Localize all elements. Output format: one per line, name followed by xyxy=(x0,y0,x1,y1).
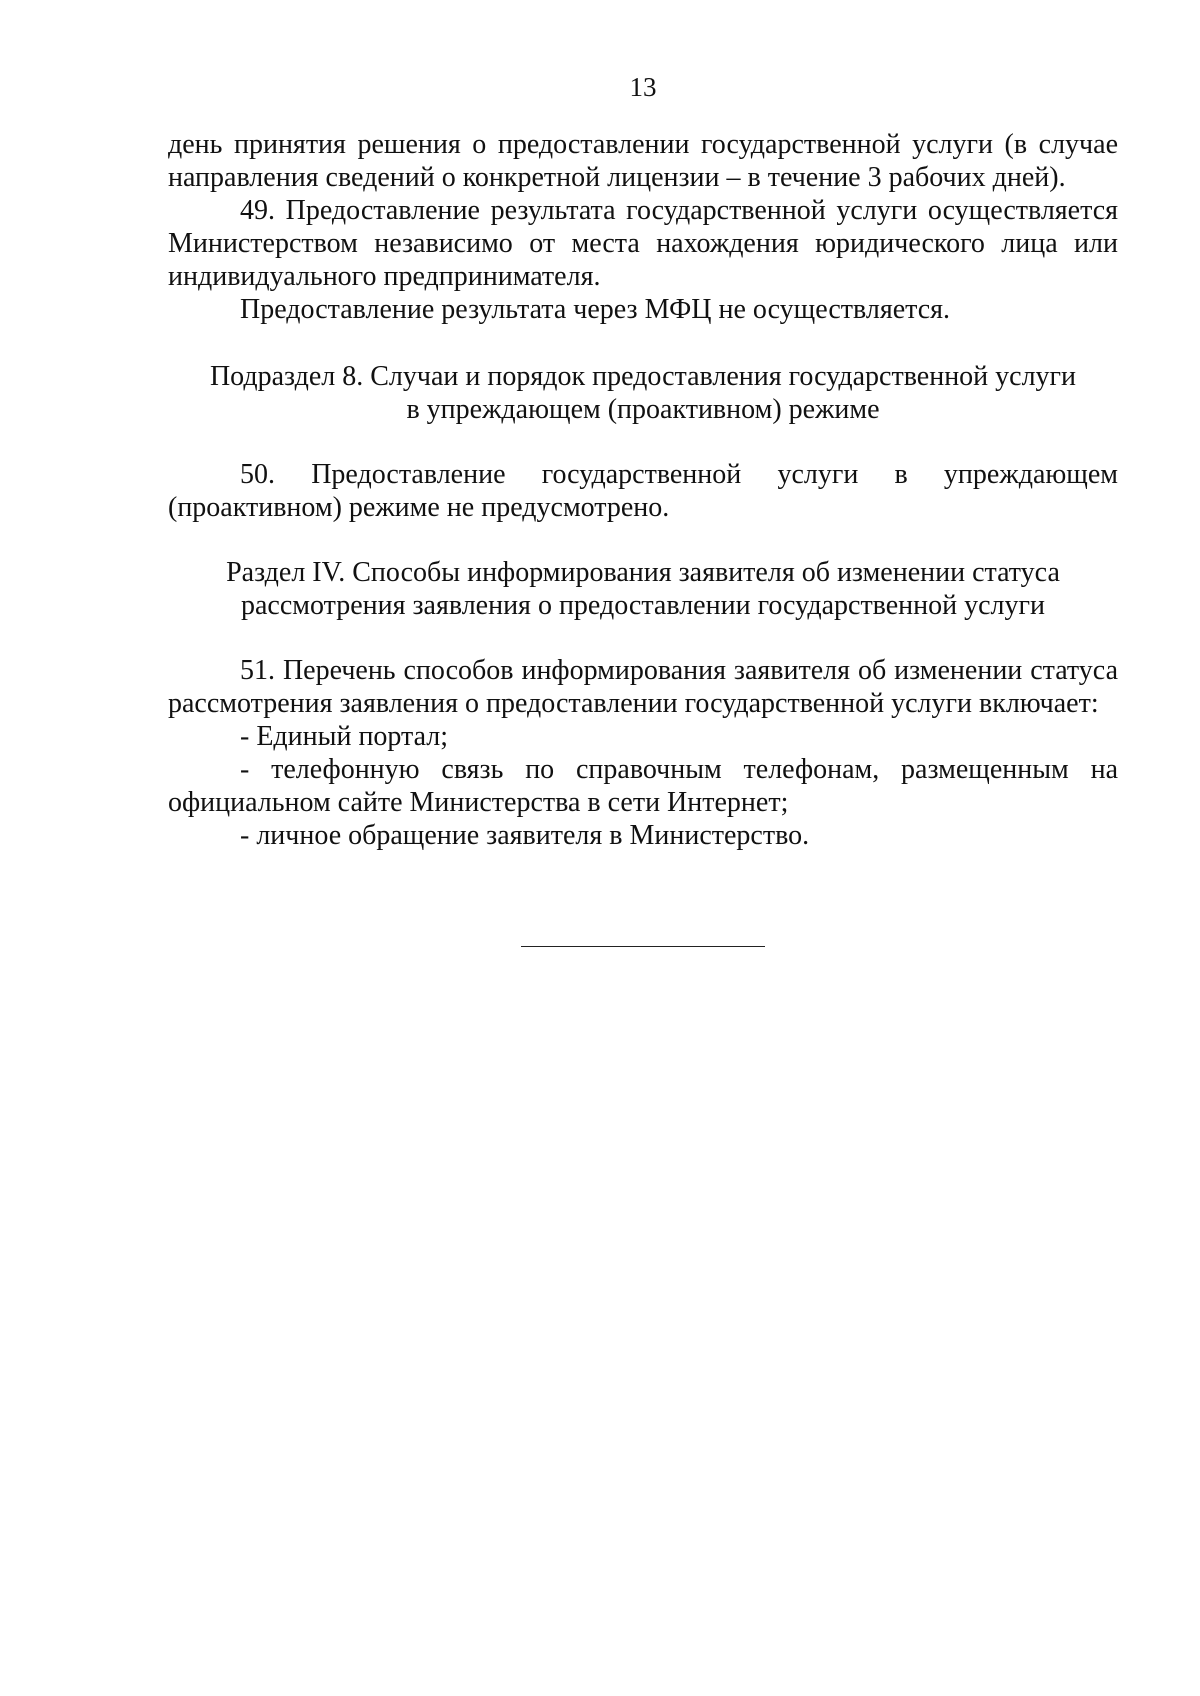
paragraph-49-mfc: Предоставление результата через МФЦ не осуществляется. xyxy=(240,294,951,325)
section-4-heading-line-1: Раздел IV. Способы информирования заявителя об изменении статуса xyxy=(226,557,1060,588)
list-item: - Единый портал; xyxy=(240,721,449,752)
end-of-document-rule xyxy=(521,946,765,947)
paragraph-50: 50. Предоставление государственной услуги в упреждающем (проактивном) режиме не предусмотрено. xyxy=(168,459,1118,523)
section-4-heading-line-2: рассмотрения заявления о предоставлении государственной услуги xyxy=(240,590,1045,621)
paragraph-continuation-line-2: направления сведений о конкретной лицензии – в течение 3 рабочих дней). xyxy=(168,162,1066,193)
page-number: 13 xyxy=(629,72,657,102)
document-body xyxy=(168,128,1118,852)
list-item: - личное обращение заявителя в Министерство. xyxy=(240,820,810,851)
paragraph-continuation-line-1: день принятия решения о предоставлении государственной услуги (в случае xyxy=(168,129,1118,160)
paragraph-49: 49. Предоставление результата государственной услуги осуществляется Министерством независимо от места нахождения юридического лица или индивидуального предпринимателя. xyxy=(168,195,1118,292)
subsection-8-heading-line-1: Подраздел 8. Случаи и порядок предоставления государственной услуги xyxy=(209,361,1077,392)
list-item: - телефонную связь по справочным телефонам, размещенным на официальном сайте Министерства в сети Интернет; xyxy=(168,754,1118,818)
paragraph-51: 51. Перечень способов информирования заявителя об изменении статуса рассмотрения заявления о предоставлении государственной услуги включает: xyxy=(168,655,1118,719)
subsection-8-heading-line-2: в упреждающем (проактивном) режиме xyxy=(406,394,880,425)
